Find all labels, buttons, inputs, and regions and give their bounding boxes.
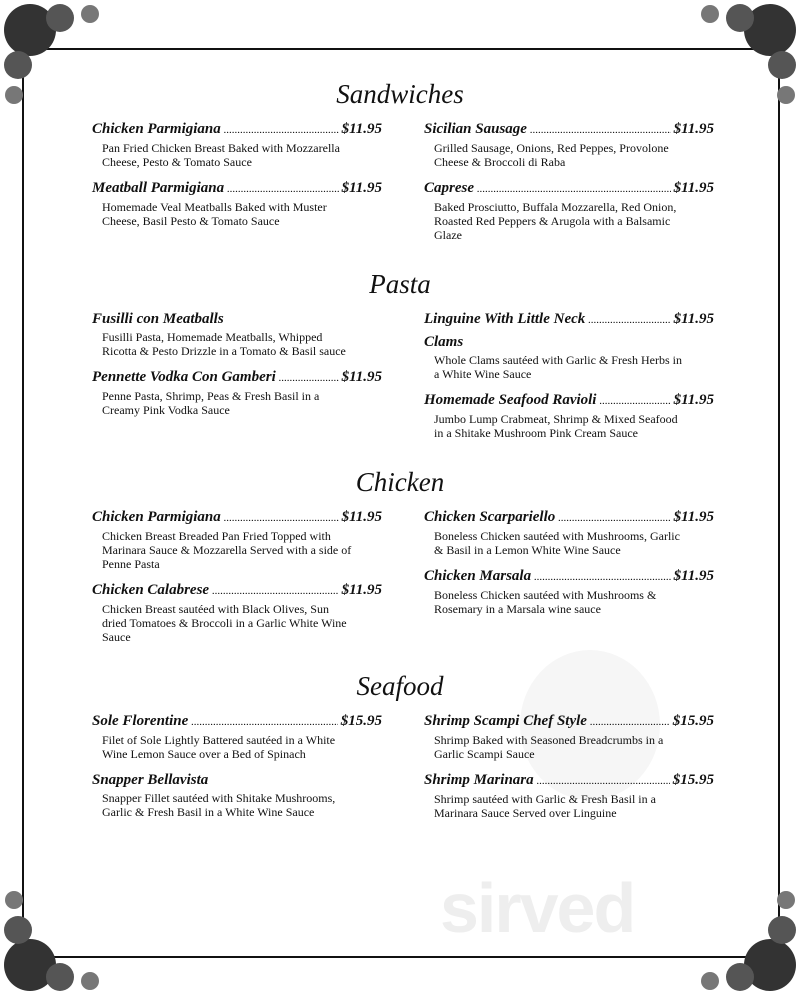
item-price: $11.95: [673, 180, 714, 196]
item-header: [424, 391, 714, 410]
menu-item: [424, 771, 714, 820]
menu-item: [92, 508, 382, 571]
item-description: Shrimp Baked with Seasoned Breadcrumbs in a Garlic Scampi Sauce: [434, 733, 664, 761]
section-columns: [0, 120, 800, 252]
menu-item: [424, 391, 714, 440]
menu-item: [424, 310, 714, 381]
menu-item: [92, 179, 382, 228]
right-column: [424, 310, 724, 450]
leader-dots: [224, 509, 339, 527]
item-name: Pennette Vodka Con Gamberi: [92, 369, 276, 385]
leader-dots: [558, 509, 670, 527]
leader-dots: [599, 392, 670, 410]
item-description: Chicken Breast Breaded Pan Fried Topped with Marinara Sauce & Mozzarella Served with a side of Penne Pasta: [102, 529, 352, 571]
section-title: Pasta: [369, 269, 431, 299]
item-name: Chicken Scarpariello: [424, 509, 556, 525]
item-name: Caprese: [424, 180, 474, 196]
item-name: Snapper Bellavista: [92, 772, 209, 788]
item-name: Linguine With Little Neck: [424, 311, 586, 327]
leader-dots: [477, 180, 671, 198]
left-column: [92, 712, 392, 830]
item-description: Filet of Sole Lightly Battered sautéed in a White Wine Lemon Sauce over a Bed of Spinach: [102, 733, 336, 761]
item-header: [424, 771, 714, 790]
item-price: $15.95: [672, 713, 714, 729]
item-description: Boneless Chicken sautéed with Mushrooms & Rosemary in a Marsala wine sauce: [434, 588, 657, 616]
menu-section: [0, 76, 800, 252]
item-name: Fusilli con Meatballs: [92, 311, 224, 327]
item-description: Boneless Chicken sautéed with Mushrooms, Garlic & Basil in a Lemon White Wine Sauce: [434, 529, 680, 557]
leader-dots: [227, 180, 338, 198]
item-description: Baked Prosciutto, Buffala Mozzarella, Red Onion, Roasted Red Peppers & Arugola with a Balsamic Glaze: [434, 200, 677, 242]
menu-item: [92, 581, 382, 644]
item-price: $11.95: [673, 509, 714, 525]
item-name: Homemade Seafood Ravioli: [424, 392, 597, 408]
section-title: Seafood: [356, 671, 444, 701]
item-header: [92, 771, 382, 789]
item-description: Pan Fried Chicken Breast Baked with Mozzarella Cheese, Pesto & Tomato Sauce: [102, 141, 340, 169]
item-description: Chicken Breast sautéed with Black Olives, Sun dried Tomatoes & Broccoli in a Garlic White Wine Sauce: [102, 602, 347, 644]
section-title: Chicken: [355, 467, 445, 497]
item-description: Homemade Veal Meatballs Baked with Muster Cheese, Basil Pesto & Tomato Sauce: [102, 200, 327, 228]
leader-dots: [224, 121, 339, 139]
menu-item: [424, 567, 714, 616]
menu-item: [424, 179, 714, 242]
menu-item: [424, 712, 714, 761]
item-price: $11.95: [673, 392, 714, 408]
item-header: [92, 179, 382, 198]
leader-dots: [588, 311, 670, 329]
item-price: $15.95: [672, 772, 714, 788]
item-header: [92, 581, 382, 600]
section-title: Sandwiches: [336, 79, 464, 109]
item-header: [92, 508, 382, 527]
item-name: Sole Florentine: [92, 713, 189, 729]
item-header: [92, 310, 382, 328]
section-columns: [0, 508, 800, 654]
item-price: $11.95: [341, 121, 382, 137]
item-header: [424, 310, 714, 329]
item-header: [424, 508, 714, 527]
menu-item: [92, 120, 382, 169]
menu-item: [424, 120, 714, 169]
item-price: $11.95: [673, 121, 714, 137]
leader-dots: [530, 121, 671, 139]
menu-section: [0, 266, 800, 450]
item-name: Chicken Parmigiana: [92, 121, 221, 137]
item-name: Chicken Calabrese: [92, 582, 210, 598]
left-column: [92, 508, 392, 654]
menu-content: [0, 76, 800, 844]
item-price: $15.95: [340, 713, 382, 729]
item-name: Shrimp Scampi Chef Style: [424, 713, 587, 729]
left-column: [92, 120, 392, 252]
section-columns: [0, 310, 800, 450]
item-description: Grilled Sausage, Onions, Red Peppes, Provolone Cheese & Broccoli di Raba: [434, 141, 669, 169]
item-header: [92, 120, 382, 139]
leader-dots: [279, 369, 339, 387]
item-name: Sicilian Sausage: [424, 121, 527, 137]
item-header: [92, 712, 382, 731]
item-description: Penne Pasta, Shrimp, Peas & Fresh Basil in a Creamy Pink Vodka Sauce: [102, 389, 320, 417]
menu-item: [92, 771, 382, 819]
item-name: Shrimp Marinara: [424, 772, 534, 788]
right-column: [424, 712, 724, 830]
item-header: [424, 179, 714, 198]
menu-item: [424, 508, 714, 557]
item-header: [424, 567, 714, 586]
item-description: Shrimp sautéed with Garlic & Fresh Basil in a Marinara Sauce Served over Linguine: [434, 792, 656, 820]
item-name: Chicken Marsala: [424, 568, 532, 584]
leader-dots: [537, 772, 670, 790]
menu-item: [92, 712, 382, 761]
item-description: Jumbo Lump Crabmeat, Shrimp & Mixed Seafood in a Shitake Mushroom Pink Cream Sauce: [434, 412, 678, 440]
item-name: Meatball Parmigiana: [92, 180, 225, 196]
leader-dots: [212, 582, 338, 600]
menu-section: [0, 668, 800, 830]
item-name: Chicken Parmigiana: [92, 509, 221, 525]
section-columns: [0, 712, 800, 830]
item-price: $11.95: [341, 180, 382, 196]
item-price: $11.95: [341, 582, 382, 598]
watermark: sirved: [440, 869, 635, 947]
menu-item: [92, 310, 382, 358]
menu-item: [92, 368, 382, 417]
item-price: $11.95: [341, 369, 382, 385]
item-description: Whole Clams sautéed with Garlic & Fresh Herbs in a White Wine Sauce: [434, 353, 682, 381]
menu-section: [0, 464, 800, 654]
item-header: [92, 368, 382, 387]
item-header: [424, 120, 714, 139]
item-price: $11.95: [673, 568, 714, 584]
left-column: [92, 310, 392, 450]
right-column: [424, 120, 724, 252]
item-price: $11.95: [341, 509, 382, 525]
item-description: Fusilli Pasta, Homemade Meatballs, Whipped Ricotta & Pesto Drizzle in a Tomato & Basil sauce: [102, 330, 346, 358]
floral-corner-icon: [690, 885, 800, 995]
leader-dots: [534, 568, 670, 586]
floral-corner-icon: [0, 885, 110, 995]
item-description: Snapper Fillet sautéed with Shitake Mushrooms, Garlic & Fresh Basil in a White Wine Sauce: [102, 791, 336, 819]
item-price: $11.95: [673, 311, 714, 327]
item-name-cont: Clams: [424, 334, 464, 350]
leader-dots: [191, 713, 337, 731]
leader-dots: [590, 713, 670, 731]
right-column: [424, 508, 724, 654]
item-header: [424, 712, 714, 731]
